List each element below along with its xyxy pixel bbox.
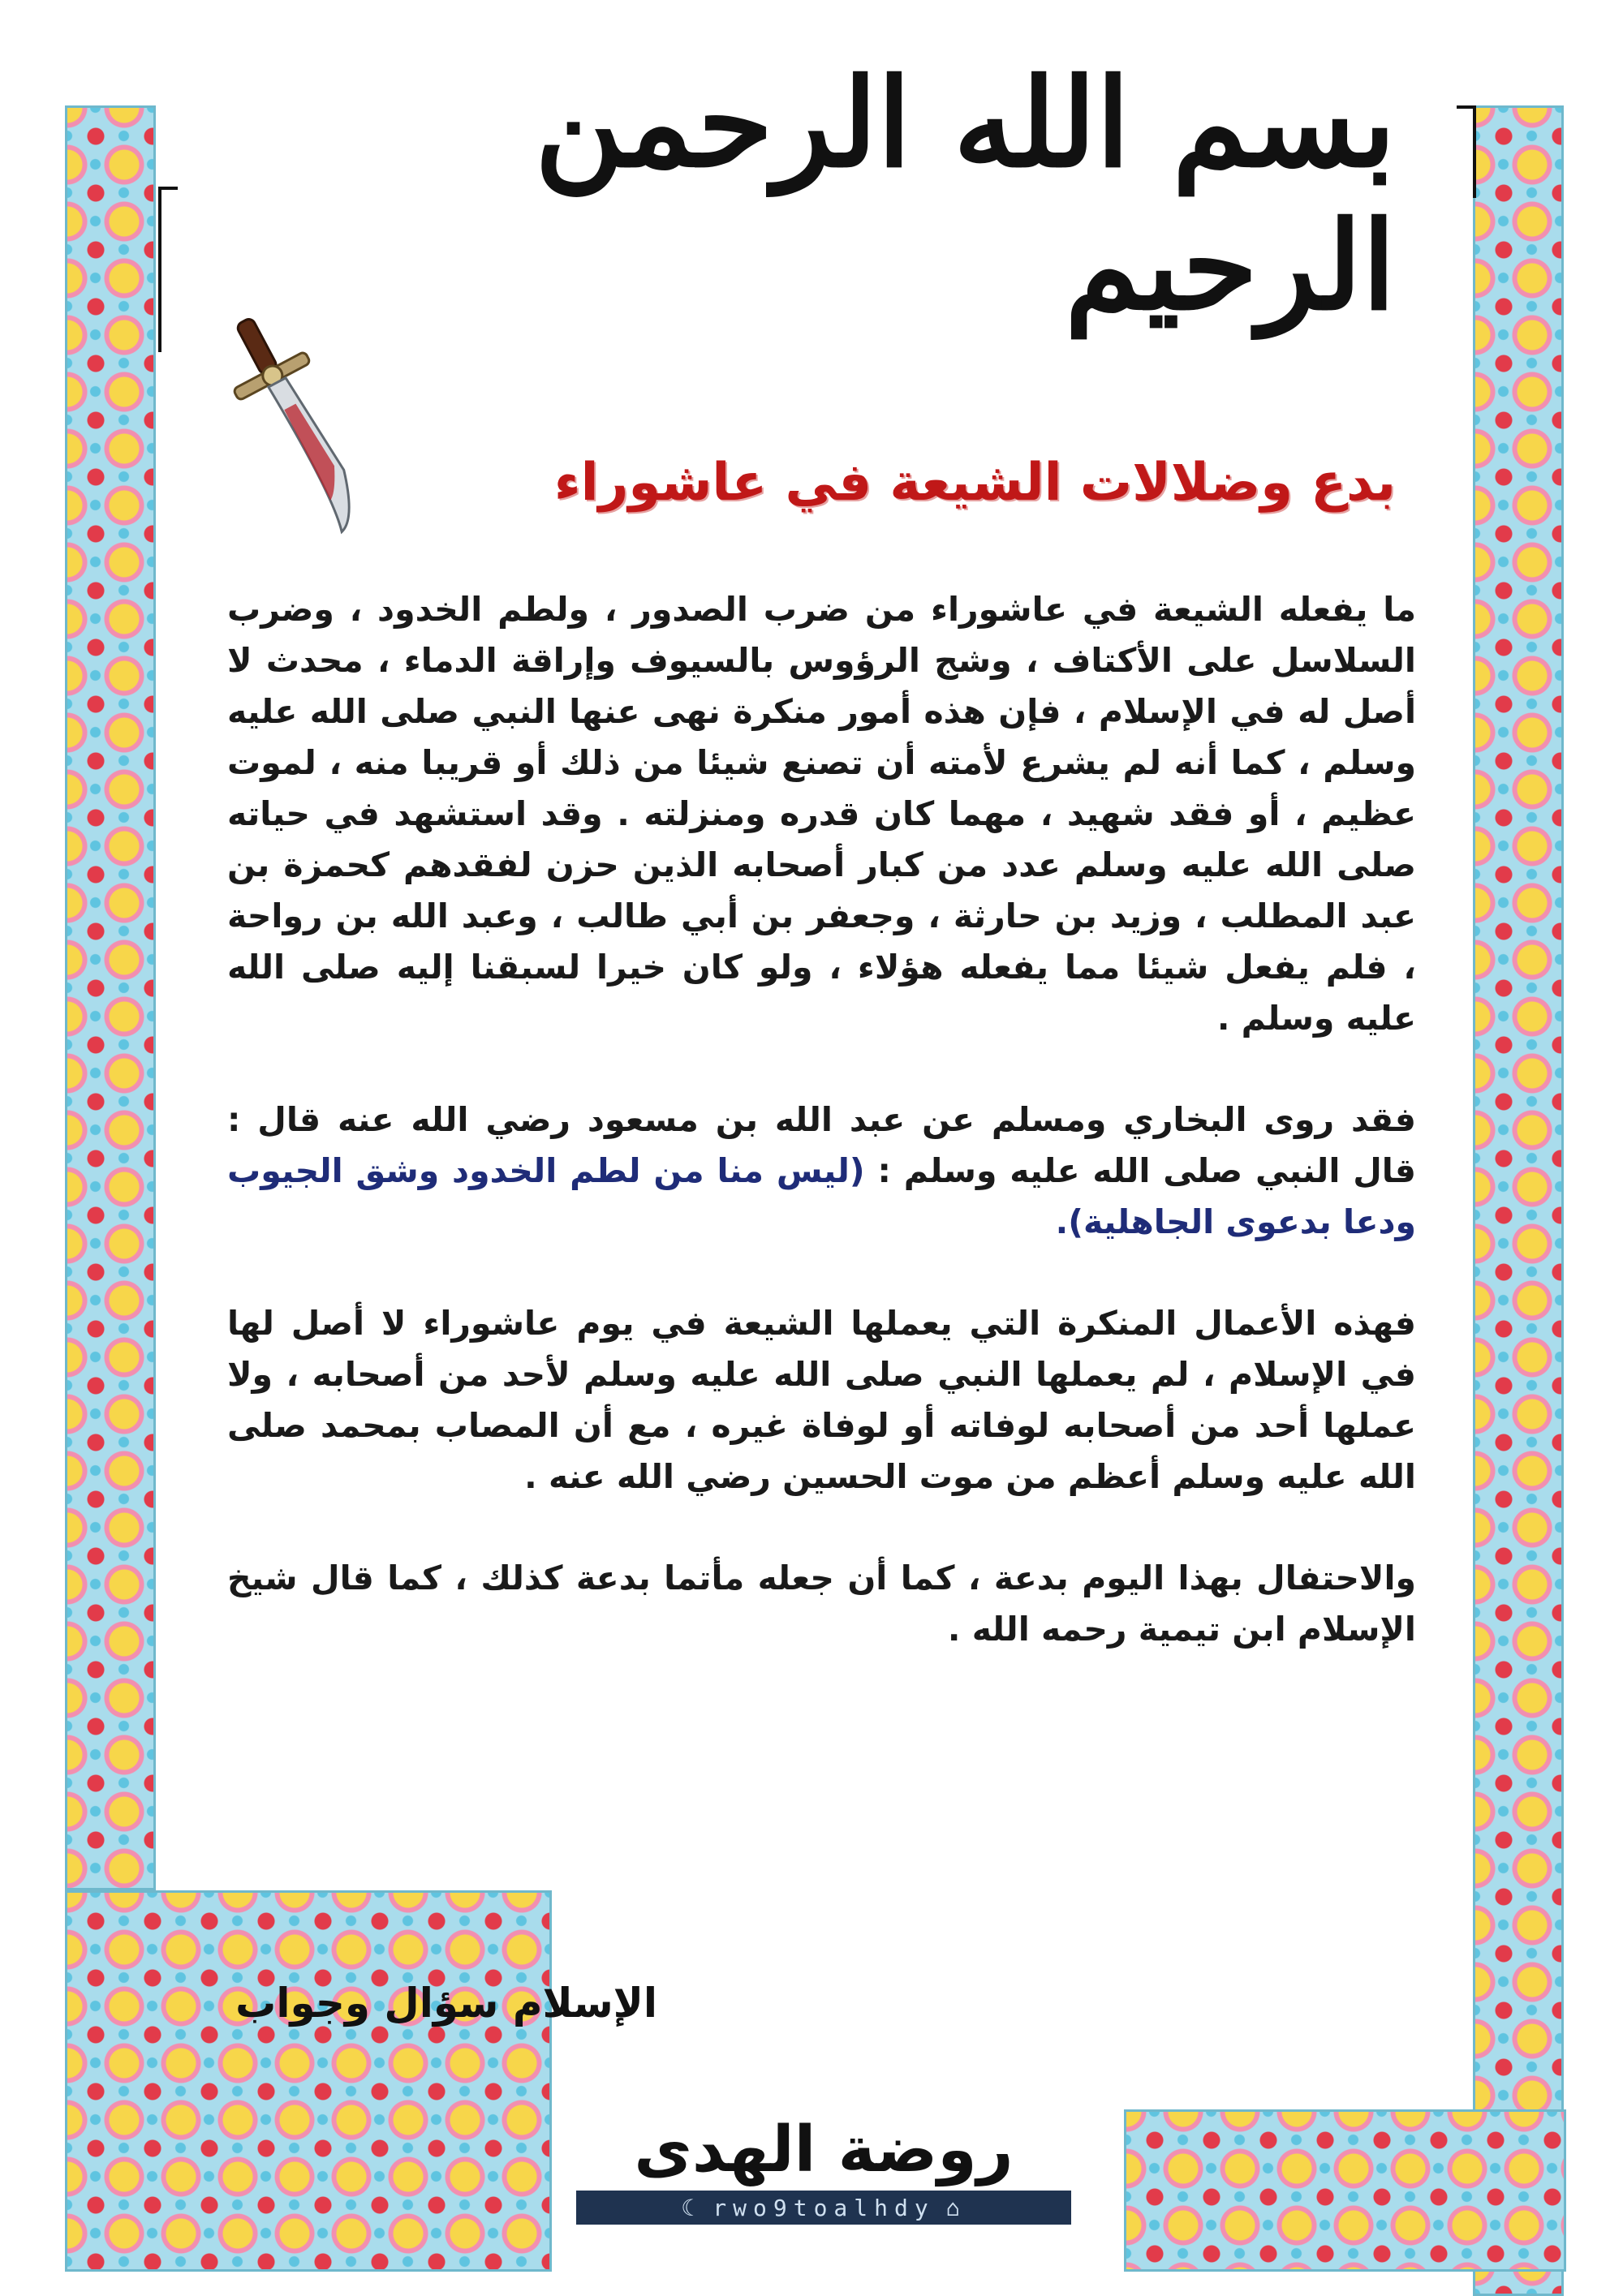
paragraph-4: والاحتفال بهذا اليوم بدعة ، كما أن جعله مأتما بدعة كذلك ، كما قال شيخ الإسلام ابن تيمية رحمه الله . (227, 1559, 1416, 1649)
border-right (1473, 105, 1564, 2296)
basmala-text: بسم الله الرحمن الرحيم (534, 52, 1396, 338)
bracket-top-left (158, 187, 178, 352)
hadith-quote: (ليس منا من لطم الخدود وشق الجيوب ودعا بدعوى الجاهلية). (227, 1151, 1416, 1241)
border-bottom-right (1124, 2109, 1566, 2272)
paragraph-2-intro: فقد روى البخاري ومسلم عن عبد الله بن مسعود رضي الله عنه قال : قال النبي صلى الله عليه وسلم : (227, 1100, 1417, 1190)
mosque-icon: ⌂ (945, 2194, 966, 2221)
paragraph-1: ما يفعله الشيعة في عاشوراء من ضرب الصدور ، ولطم الخدود ، وضرب السلاسل على الأكتاف ، وشج الرؤوس بالسيوف وإراقة الدماء ، محدث لا أصل له في الإسلام ، فإن هذه أمور منكرة نهى عنها النبي صلى الله عليه وسلم ، كما أنه لم يشرع لأمته أن تصنع شيئا من ذلك أو قريبا منه ، لموت عظيم ، أو فقد شهيد ، مهما كان قدره ومنزلته . وقد استشهد في حياته صلى الله عليه وسلم عدد من كبار أصحابه الذين حزن لفقدهم كحمزة بن عبد المطلب ، وزيد بن حارثة ، وجعفر بن أبي طالب ، وعبد الله بن رواحة ، فلم يفعل شيئا مما يفعله هؤلاء ، ولو كان خيرا لسبقنا إليه صلى الله عليه وسلم . (227, 590, 1416, 1038)
border-bottom-left (65, 1890, 552, 2272)
article-body (227, 584, 1416, 1705)
paragraph-3: فهذه الأعمال المنكرة التي يعملها الشيعة في يوم عاشوراء لا أصل لها في الإسلام ، لم يعملها النبي صلى الله عليه وسلم لأحد من أصحابه ، ولا عملها أحد من أصحابه لوفاته أو لوفاة غيره ، مع أن المصاب بمحمد صلى الله عليه وسلم أعظم من موت الحسين رضي الله عنه . (227, 1304, 1416, 1496)
logo-url-text: rwo9toalhdy (712, 2194, 935, 2221)
basmala-calligraphy (243, 49, 1396, 341)
logo-name: روضة الهدى (634, 2113, 1014, 2186)
crescent-icon: ☾ (681, 2194, 702, 2221)
logo-url-bar (576, 2191, 1071, 2225)
border-left (65, 105, 156, 1890)
source-credit: الإسلام سؤال وجواب (235, 1980, 657, 2027)
paragraph-2 (227, 1094, 1416, 1248)
site-logo (568, 2109, 1079, 2231)
bracket-top-right (1457, 105, 1476, 198)
sword-icon (207, 300, 385, 544)
page-title: بدع وضلالات الشيعة في عاشوراء (553, 453, 1396, 513)
